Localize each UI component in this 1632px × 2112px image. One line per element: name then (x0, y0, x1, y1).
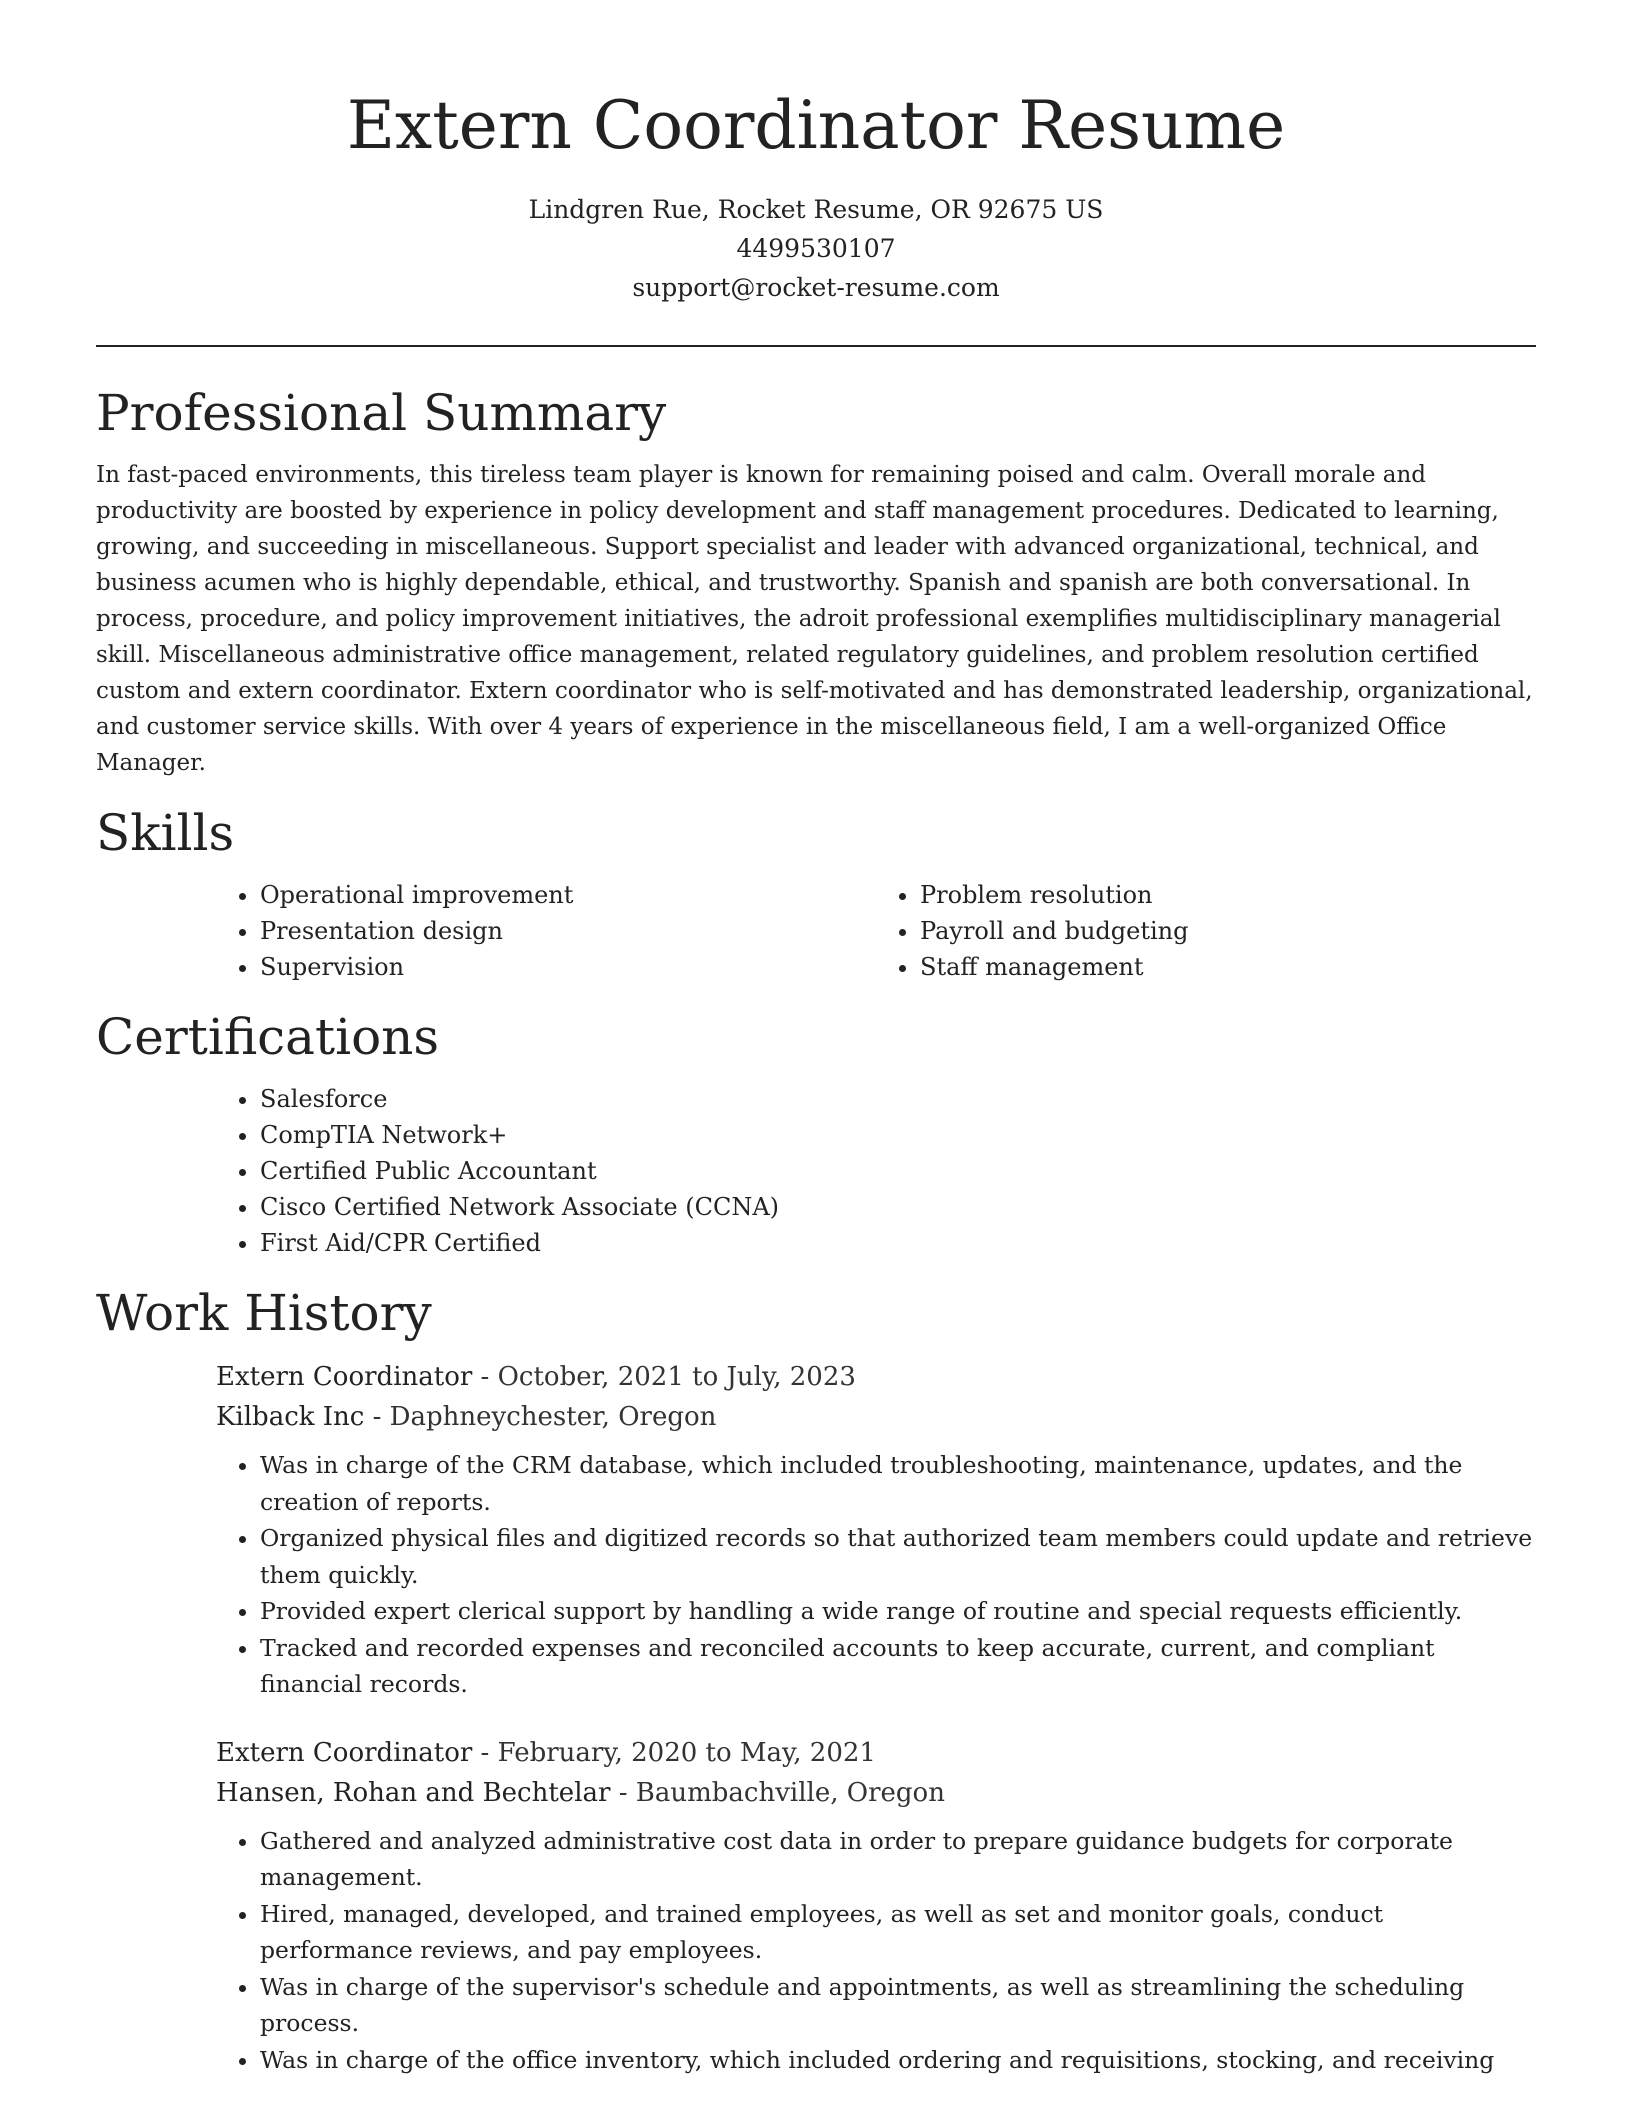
job-company-line (216, 1773, 1536, 1813)
certifications-heading: Certifications (96, 1008, 440, 1066)
email-text: support@rocket-resume.com (632, 273, 1000, 302)
job-bullet: • Was in charge of the CRM database, which included troubleshooting, maintenance, updates, and the creation of reports. (260, 1447, 1536, 1520)
job-company: Hansen, Rohan and Bechtelar (216, 1777, 611, 1808)
job-dates: - October, 2021 to July, 2023 (472, 1362, 856, 1392)
work-history-heading: Work History (96, 1284, 432, 1342)
certification-item: • Salesforce (260, 1081, 1536, 1117)
skills-list-right (876, 877, 1536, 985)
certification-item: • Cisco Certified Network Associate (CCNA) (260, 1189, 1536, 1225)
job-bullet: • Was in charge of the supervisor's schedule and appointments, as well as streamlining the scheduling process. (260, 1969, 1536, 2042)
skills-heading: Skills (96, 804, 235, 862)
job-bullets (216, 1823, 1536, 2079)
job-role: Extern Coordinator (216, 1737, 473, 1768)
work-history-section (96, 1283, 1536, 2078)
job-role-line (216, 1733, 1536, 1773)
certification-item: • CompTIA Network+ (260, 1117, 1536, 1153)
skill-item: • Staff management (920, 949, 1536, 985)
job-bullet: • Provided expert clerical support by handling a wide range of routine and special requests efficiently. (260, 1593, 1536, 1630)
skill-item: • Supervision (260, 949, 876, 985)
job-entry (216, 1733, 1536, 2079)
skill-item: • Operational improvement (260, 877, 876, 913)
skill-item: • Presentation design (260, 913, 876, 949)
resume-title: Extern Coordinator Resume (346, 87, 1286, 164)
job-bullet: • Gathered and analyzed administrative cost data in order to prepare guidance budgets for corporate management. (260, 1823, 1536, 1896)
contact-block (96, 190, 1536, 307)
job-company: Kilback Inc (216, 1402, 365, 1432)
skills-section (96, 803, 1536, 985)
job-bullets (216, 1447, 1536, 1703)
certification-item: • Certified Public Accountant (260, 1153, 1536, 1189)
phone-text: 4499530107 (736, 234, 896, 263)
skill-item: • Payroll and budgeting (920, 913, 1536, 949)
job-location: - Daphneychester, Oregon (364, 1402, 717, 1432)
address-text: Lindgren Rue, Rocket Resume, OR 92675 US (528, 195, 1104, 224)
certifications-section (96, 1007, 1536, 1261)
job-entry (216, 1357, 1536, 1703)
job-bullet: • Tracked and recorded expenses and reconciled accounts to keep accurate, current, and compliant financial records. (260, 1630, 1536, 1703)
job-company-line (216, 1397, 1536, 1437)
job-role: Extern Coordinator (216, 1362, 473, 1392)
skills-grid (96, 863, 1536, 985)
summary-text: In fast-paced environments, this tireless team player is known for remaining poised and calm. Overall morale and productivity are boosted by experience in policy development and staff management procedures. Dedicated to learning, growing, and succeeding in miscellaneous. Support specialist and leader with advanced organizational, technical, and business acumen who is highly dependable, ethical, and trustworthy. Spanish and spanish are both conversational. In process, procedure, and policy improvement initiatives, the adroit professional exemplifies multidisciplinary managerial skill. Miscellaneous administrative office management, related regulatory guidelines, and problem resolution certified custom and extern coordinator. Extern coordinator who is self-motivated and has demonstrated leadership, organizational, and customer service skills. With over 4 years of experience in the miscellaneous field, I am a well-organized Office Manager. (96, 462, 1533, 776)
header-divider (96, 345, 1536, 347)
job-location: - Baumbachville, Oregon (610, 1777, 945, 1808)
summary-heading: Professional Summary (96, 384, 667, 442)
job-bullet: • Hired, managed, developed, and trained employees, as well as set and monitor goals, conduct performance reviews, and pay employees. (260, 1896, 1536, 1969)
job-dates: - February, 2020 to May, 2021 (472, 1737, 876, 1768)
job-bullet: • Was in charge of the office inventory, which included ordering and requisitions, stocking, and receiving (260, 2042, 1536, 2079)
skills-list-left (96, 877, 876, 985)
job-bullet: • Organized physical files and digitized records so that authorized team members could update and retrieve them quickly. (260, 1520, 1536, 1593)
skill-item: • Problem resolution (920, 877, 1536, 913)
certification-item: • First Aid/CPR Certified (260, 1225, 1536, 1261)
summary-section (96, 383, 1536, 781)
job-role-line (216, 1357, 1536, 1397)
certifications-list (96, 1081, 1536, 1261)
